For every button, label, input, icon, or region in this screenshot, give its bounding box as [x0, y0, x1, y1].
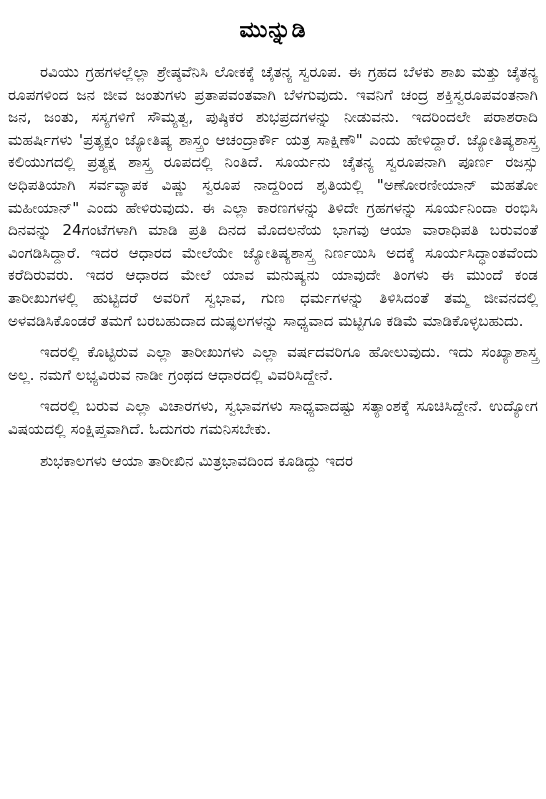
paragraph-4: ಶುಭಕಾಲಗಳು ಆಯಾ ತಾರೀಖಿನ ಮಿತ್ರಭಾವದಿಂದ ಕೂಡಿದ್ದು ಇದರ [40, 451, 353, 470]
paragraph-3: ಇದರಲ್ಲಿ ಬರುವ ಎಲ್ಲಾ ವಿಚಾರಗಳು, ಸ್ವಭಾವಗಳು ಸಾಧ್ಯವಾದಷ್ಟು ಸತ್ಯಾಂಶಕ್ಕೆ ಸೂಚಿಸಿದ್ದೇನೆ. ಉದ್ಯೋಗ ವಿಷಯದಲ್ಲಿ ಸಂಕ್ಷಿಪ್ತವಾಗಿದೆ. ಓದುಗರು ಗಮನಿಸಬೇಕು. [8, 397, 538, 438]
page-title: ಮುನ್ನುಡಿ [239, 18, 307, 43]
paragraph-1: ರವಿಯು ಗ್ರಹಗಳಲ್ಲೆಲ್ಲಾ ಶ್ರೇಷ್ಠವೆನಿಸಿ ಲೋಕಕ್ಕೆ ಚೈತನ್ಯ ಸ್ವರೂಪ. ಈ ಗ್ರಹದ ಬೆಳಕು ಶಾಖ ಮತ್ತು ಚೈತನ್ಯ ರೂಪಗಳಿಂದ ಜನ ಜೀವ ಜಂತುಗಳು ಪ್ರತಾಪವಂತವಾಗಿ ಬೆಳಗುವುದು. ಇವನಿಗೆ ಚಂದ್ರ ಶಕ್ತಿಸ್ವರೂಪವಂತನಾಗಿ ಜನ, ಜಂತು, ಸಸ್ಯಗಳಿಗೆ ಸೌಮ್ಯತ್ವ, ಪುಷ್ಠಿಕರ ಶುಭಪ್ರದಗಳನ್ನು ನೀಡುವನು. ಇದರಿಂದಲೇ ಪರಾಶರಾದಿ ಮಹರ್ಷಿಗಳು 'ಪ್ರತ್ಯಕ್ಷಂ ಜ್ಯೋತಿಷ್ಯ ಶಾಸ್ತ್ರಂ ಆಚಂದ್ರಾರ್ಕೌ ಯತ್ರ ಸಾಕ್ಷಿಣೌ" ಎಂದು ಹೇಳಿದ್ದಾರೆ. ಜ್ಯೋತಿಷ್ಯಶಾಸ್ತ್ರ ಕಲಿಯುಗದಲ್ಲಿ ಪ್ರತ್ಯಕ್ಷ ಶಾಸ್ತ್ರ ರೂಪದಲ್ಲಿ ನಿಂತಿದೆ. ಸೂರ್ಯನು ಚೈತನ್ಯ ಸ್ವರೂಪನಾಗಿ ಪೂರ್ಣ ರಜಸ್ಸು ಅಧಿಪತಿಯಾಗಿ ಸರ್ವವ್ಯಾಪಕ ವಿಷ್ಣು ಸ್ವರೂಪ ನಾದ್ದರಿಂದ ಶೃತಿಯಲ್ಲಿ "ಅಣೋರಣೀಯಾನ್ ಮಹತೋ ಮಹೀಯಾನ್" ಎಂದು ಹೇಳಿರುವುದು. ಈ ಎಲ್ಲಾ ಕಾರಣಗಳನ್ನು ತಿಳಿದೇ ಗ್ರಹಗಳನ್ನು ಸೂರ್ಯನಿಂದಾ ರಂಭಿಸಿ ದಿನವನ್ನು 24ಗಂಟೆಗಳಾಗಿ ಮಾಡಿ ಪ್ರತಿ ದಿನದ ಮೊದಲನೆಯ ಭಾಗವು ಆಯಾ ವಾರಾಧಿಪತಿ ಬರುವಂತೆ ವಿಂಗಡಿಸಿದ್ದಾರೆ. ಇದರ ಆಧಾರದ ಮೇಲೆಯೇ ಜ್ಯೋತಿಷ್ಯಶಾಸ್ತ್ರ ನಿರ್ಣಯಿಸಿ ಅದಕ್ಕೆ ಸೂರ್ಯಸಿದ್ಧಾಂತವೆಂದು ಕರೆದಿರುವರು. ಇದರ ಆಧಾರದ ಮೇಲೆ ಯಾವ ಮನುಷ್ಯನು ಯಾವುದೇ ತಿಂಗಳು ಈ ಮುಂದೆ ಕಂಡ ತಾರೀಖುಗಳಲ್ಲಿ ಹುಟ್ಟಿದರೆ ಅವರಿಗೆ ಸ್ವಭಾವ, ಗುಣ ಧರ್ಮಗಳನ್ನು ತಿಳಿಸಿದಂತೆ ತಮ್ಮ ಜೀವನದಲ್ಲಿ ಅಳವಡಿಸಿಕೊಂಡರೆ ತಮಗೆ ಬರಬಹುದಾದ ದುಷ್ಫಲಗಳನ್ನು ಸಾಧ್ಯವಾದ ಮಟ್ಟಿಗೂ ಕಡಿಮೆ ಮಾಡಿಕೊಳ್ಳಬಹುದು. [8, 63, 538, 330]
paragraph-2: ಇದರಲ್ಲಿ ಕೊಟ್ಟಿರುವ ಎಲ್ಲಾ ತಾರೀಖುಗಳು ಎಲ್ಲಾ ವರ್ಷದವರಿಗೂ ಹೋಲುವುದು. ಇದು ಸಂಖ್ಯಾಶಾಸ್ತ್ರ ಅಲ್ಲ. ನಮಗೆ ಲಭ್ಯವಿರುವ ನಾಡೀ ಗ್ರಂಥದ ಆಧಾರದಲ್ಲಿ ವಿವರಿಸಿದ್ದೇನೆ. [8, 343, 538, 384]
